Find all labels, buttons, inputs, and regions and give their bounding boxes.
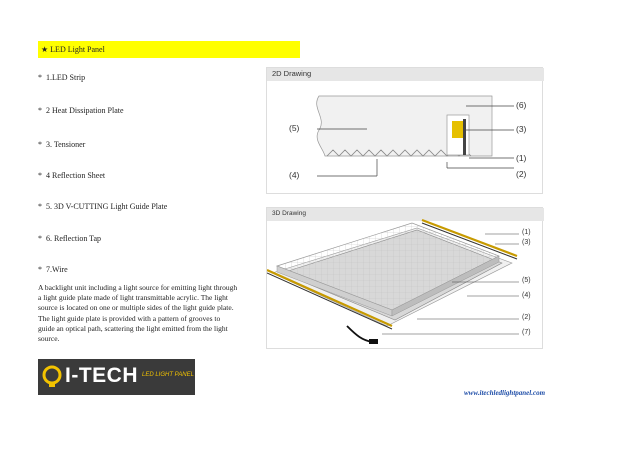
drawing-3d-title: 3D Drawing — [272, 210, 306, 217]
list-item — [38, 106, 124, 115]
drawing-3d-header — [267, 208, 544, 221]
callout-label: (7) — [522, 329, 531, 336]
list-item — [38, 171, 105, 180]
list-item-text: 3. Tensioner — [46, 140, 86, 149]
callout-label: (4) — [522, 292, 531, 299]
list-item — [38, 140, 85, 149]
list-item — [38, 73, 85, 82]
callout-label: (5) — [289, 123, 300, 133]
drawing-2d-panel — [266, 67, 543, 194]
section-banner — [38, 41, 300, 58]
list-item — [38, 234, 101, 243]
asterisk-icon: * — [38, 171, 42, 180]
callout-label: (3) — [522, 239, 531, 246]
brand-logo — [38, 359, 195, 395]
asterisk-icon: * — [38, 140, 42, 149]
drawing-3d-panel — [266, 207, 543, 349]
callout-label: (1) — [522, 229, 531, 236]
heat-plate-bar — [463, 119, 466, 155]
callout-label: (2) — [516, 169, 527, 179]
led-strip-block — [452, 121, 463, 138]
drawing-3d-svg — [267, 208, 544, 350]
callout-label: (5) — [522, 277, 531, 284]
callout-label: (2) — [522, 314, 531, 321]
website-link[interactable]: www.itechledlightpanel.com — [464, 389, 546, 397]
logo-brand-text: I-TECH — [65, 364, 138, 387]
callout-label: (6) — [516, 100, 527, 110]
banner-title: LED Light Panel — [50, 45, 105, 54]
list-item — [38, 202, 167, 211]
callout-label: (3) — [516, 124, 527, 134]
wire-cable — [347, 326, 372, 342]
asterisk-icon: * — [38, 106, 42, 115]
asterisk-icon: * — [38, 265, 42, 274]
drawing-2d-svg — [267, 68, 544, 195]
drawing-2d-title: 2D Drawing — [272, 69, 312, 78]
description-paragraph: A backlight unit including a light source for emitting light through a light guide plate made of light transmittable acrylic. The light source is located on one or multiple sides of the light guide plate. The light guide plate is provided with a pattern of grooves to guide an optical path, scattering the light emitted from the light source. — [38, 283, 238, 344]
list-item-text: 6. Reflection Tap — [46, 234, 102, 243]
list-item-text: 7.Wire — [46, 265, 68, 274]
asterisk-icon: * — [38, 234, 42, 243]
asterisk-icon: * — [38, 73, 42, 82]
star-icon: ★ — [41, 45, 49, 54]
callout-label: (4) — [289, 170, 300, 180]
list-item-text: 5. 3D V-CUTTING Light Guide Plate — [46, 202, 168, 211]
list-item-text: 4 Reflection Sheet — [46, 171, 106, 180]
asterisk-icon: * — [38, 202, 42, 211]
list-item — [38, 265, 68, 274]
list-item-text: 2 Heat Dissipation Plate — [46, 106, 124, 115]
wire-connector — [369, 339, 378, 344]
logo-sub-text: LED LIGHT PANEL — [142, 372, 194, 378]
list-item-text: 1.LED Strip — [46, 73, 86, 82]
callout-label: (1) — [516, 153, 527, 163]
